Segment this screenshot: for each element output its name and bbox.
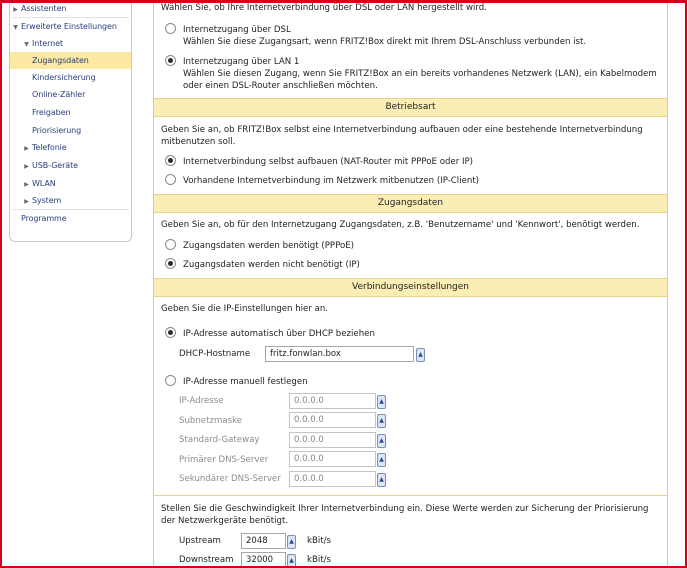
downstream-unit: kBit/s [307,555,332,565]
section-header-betriebsart: Betriebsart [154,98,667,117]
spin-icon[interactable]: ▲ [377,434,386,448]
chevron-right-icon: ▶ [24,198,29,205]
radio-manual-ip[interactable] [165,375,176,386]
sidebar-item-label: Programme [21,214,67,223]
sidebar-item-label: System [32,196,62,205]
sidebar-item-kindersicherung[interactable] [10,69,131,86]
chevron-right-icon: ▶ [24,163,29,170]
sidebar-item-label: Internet [32,39,63,48]
radio-nat-router[interactable] [165,155,176,166]
upstream-label: Upstream [179,536,221,546]
spin-icon[interactable]: ▲ [377,395,386,409]
section-header-zugangsdaten: Zugangsdaten [154,194,667,213]
sidebar-item-telefonie[interactable] [10,139,131,156]
downstream-input[interactable] [241,552,286,568]
dns-primary-label: Primärer DNS-Server [179,455,269,465]
main-panel [153,0,668,568]
upstream-unit: kBit/s [307,536,332,546]
sidebar-item-priorisierung[interactable] [10,122,131,139]
gateway-label: Standard-Gateway [179,435,260,445]
chevron-down-icon: ▼ [24,41,29,48]
sidebar-item-freigaben[interactable] [10,104,131,121]
sidebar-item-programme[interactable] [10,210,131,227]
sidebar-item-label: Erweiterte Einstellungen [21,22,117,31]
radio-lan-desc: Wählen Sie diesen Zugang, wenn Sie FRITZ!Box an ein bereits vorhandenes Netzwerk (LAN), ein Kabelmodem oder einen DSL-Router anschließen möchten. [183,69,657,91]
radio-dsl-desc: Wählen Sie diese Zugangsart, wenn FRITZ!Box direkt mit Ihrem DSL-Anschluss verbunden ist. [183,37,587,47]
sidebar-item-internet[interactable] [10,35,131,52]
upstream-input[interactable] [241,533,286,549]
chevron-right-icon: ▶ [13,6,18,13]
radio-pppoe[interactable] [165,239,176,250]
spin-icon[interactable]: ▲ [287,554,296,568]
ip-address-input[interactable] [289,393,376,409]
dns-primary-input[interactable] [289,451,376,467]
radio-dhcp[interactable] [165,327,176,338]
sidebar-item-label: WLAN [32,179,56,188]
connection-intro: Wählen Sie, ob Ihre Internetverbindung über DSL oder LAN hergestellt wird. [161,3,487,13]
chevron-right-icon: ▶ [24,181,29,188]
spin-icon[interactable]: ▲ [377,473,386,487]
dns-secondary-label: Sekundärer DNS-Server [179,474,281,484]
chevron-right-icon: ▶ [24,145,29,152]
sidebar-item-system[interactable] [10,192,131,209]
sidebar-item-label: Kindersicherung [32,73,96,82]
gateway-input[interactable] [289,432,376,448]
sidebar-item-online-zaehler[interactable] [10,86,131,103]
chevron-down-icon: ▼ [13,24,18,31]
radio-dsl-label: Internetzugang über DSL [183,25,291,35]
radio-pppoe-label: Zugangsdaten werden benötigt (PPPoE) [183,241,355,251]
hostname-label: DHCP-Hostname [179,349,251,359]
window-frame-top [0,0,687,3]
section-header-verbindung: Verbindungseinstellungen [154,278,667,297]
dns-secondary-input[interactable] [289,471,376,487]
spin-icon[interactable]: ▲ [377,453,386,467]
sidebar-item-erweiterte[interactable] [10,18,131,35]
speed-desc: Stellen Sie die Geschwindigkeit Ihrer Internetverbindung ein. Diese Werte werden zur Sicherung der Priorisierung der Netzwerkgeräte benötigt. [161,504,649,526]
spin-icon[interactable]: ▲ [287,535,296,549]
sidebar-item-label: Assistenten [21,4,67,13]
verbindung-desc: Geben Sie die IP-Einstellungen hier an. [161,304,329,314]
radio-dhcp-label: IP-Adresse automatisch über DHCP beziehen [183,329,375,339]
radio-dsl[interactable] [165,23,176,34]
radio-ip[interactable] [165,258,176,269]
radio-ip-label: Zugangsdaten werden nicht benötigt (IP) [183,260,360,270]
radio-nat-router-label: Internetverbindung selbst aufbauen (NAT-Router mit PPPoE oder IP) [183,157,474,167]
sidebar-item-label: Freigaben [32,108,71,117]
radio-lan[interactable] [165,55,176,66]
subnet-input[interactable] [289,412,376,428]
sidebar-item-label: Priorisierung [32,126,82,135]
sidebar-item-zugangsdaten[interactable] [10,52,131,69]
sidebar-item-label: Zugangsdaten [32,56,89,65]
downstream-label: Downstream [179,555,234,565]
radio-lan-label: Internetzugang über LAN 1 [183,57,300,67]
divider [154,495,667,496]
radio-ip-client-label: Vorhandene Internetverbindung im Netzwerk mitbenutzen (IP-Client) [183,176,480,186]
radio-manual-ip-label: IP-Adresse manuell festlegen [183,377,308,387]
sidebar-item-label: Telefonie [32,143,67,152]
subnet-label: Subnetzmaske [179,416,243,426]
betriebsart-desc: Geben Sie an, ob FRITZ!Box selbst eine Internetverbindung aufbauen oder eine bestehende Internetverbindung mitbenutzen soll. [161,125,643,147]
hostname-input[interactable] [265,346,414,362]
spin-icon[interactable]: ▲ [377,414,386,428]
ip-address-label: IP-Adresse [179,396,224,406]
sidebar-item-wlan[interactable] [10,175,131,192]
sidebar-item-label: USB-Geräte [32,161,78,170]
radio-ip-client[interactable] [165,174,176,185]
spin-icon[interactable]: ▲ [416,348,425,362]
sidebar-item-label: Online-Zähler [32,90,86,99]
sidebar-item-usb[interactable] [10,157,131,174]
sidebar-nav [9,0,132,242]
zugangsdaten-desc: Geben Sie an, ob für den Internetzugang Zugangsdaten, z.B. 'Benutzername' und 'Kennwort', benötigt werden. [161,220,640,230]
